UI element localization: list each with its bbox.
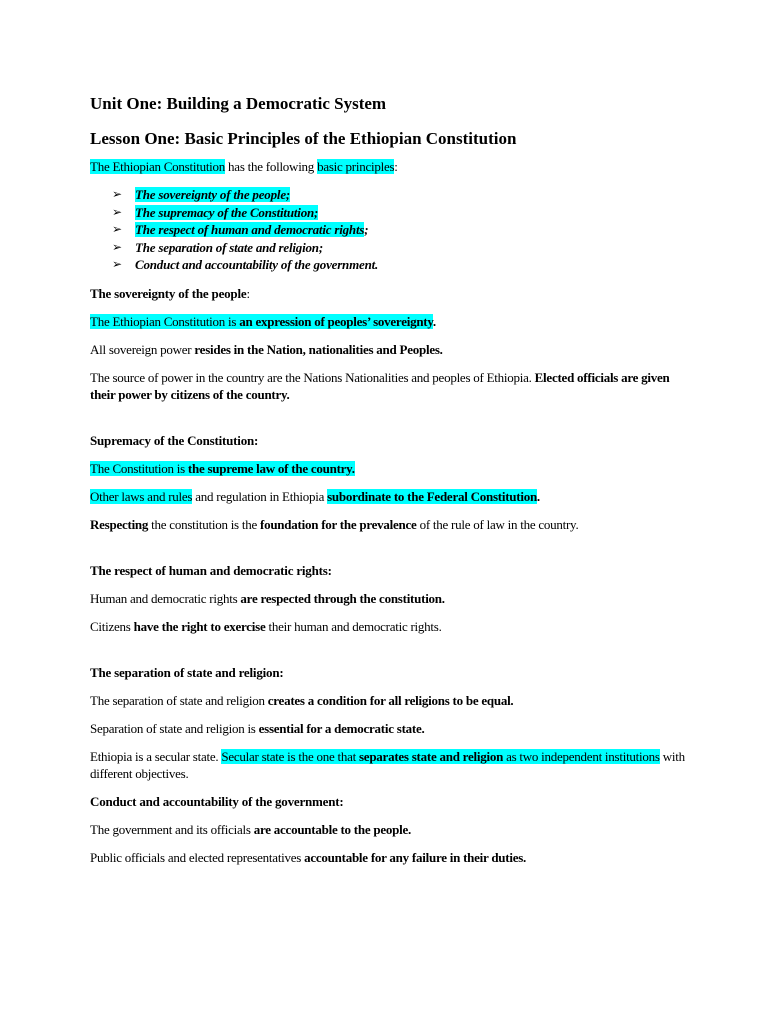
paragraph: Separation of state and religion is essential for a democratic state. (90, 720, 425, 736)
section-heading: Supremacy of the Constitution: (90, 432, 259, 448)
highlight: The Ethiopian Constitution (90, 159, 226, 174)
paragraph: All sovereign power resides in the Nation, nationalities and Peoples. (90, 341, 443, 357)
paragraph: The Constitution is the supreme law of the country. (90, 460, 355, 476)
arrow-bullet-icon: ➢ (112, 257, 122, 271)
highlight: basic principles (317, 159, 395, 174)
list-item: ➢ The respect of human and democratic rights; (112, 222, 369, 237)
paragraph: Public officials and elected representatives accountable for any failure in their duties. (90, 849, 527, 865)
section-heading: The sovereignty of the people: (90, 285, 250, 301)
lesson-title: Lesson One: Basic Principles of the Ethiopian Constitution (90, 129, 517, 148)
paragraph: The source of power in the country are the Nations Nationalities and peoples of Ethiopia. Elected officials are given their power by citizens of the country. (90, 369, 670, 402)
paragraph: Citizens have the right to exercise their human and democratic rights. (90, 618, 442, 634)
list-item: ➢ The supremacy of the Constitution; (112, 204, 319, 220)
list-item: ➢ The separation of state and religion; (112, 239, 323, 255)
paragraph: The Ethiopian Constitution is an expression of peoples’ sovereignty. (90, 313, 436, 329)
arrow-bullet-icon: ➢ (112, 187, 122, 201)
arrow-bullet-icon: ➢ (112, 239, 122, 254)
unit-title: Unit One: Building a Democratic System (90, 94, 387, 113)
list-item: ➢ Conduct and accountability of the government. (112, 257, 379, 272)
section-heading: Conduct and accountability of the government: (90, 793, 344, 809)
section-heading: The respect of human and democratic rights: (90, 562, 332, 578)
paragraph: Ethiopia is a secular state. Secular state is the one that separates state and religion as two independent institutions with different objectives. (90, 748, 685, 781)
paragraph: Other laws and rules and regulation in Ethiopia subordinate to the Federal Constitution. (90, 488, 540, 504)
document-page (90, 94, 690, 877)
section-heading: The separation of state and religion: (90, 664, 284, 680)
arrow-bullet-icon: ➢ (112, 204, 122, 219)
paragraph: The separation of state and religion creates a condition for all religions to be equal. (90, 692, 514, 708)
intro-paragraph: The Ethiopian Constitution has the following basic principles: (90, 159, 398, 174)
arrow-bullet-icon: ➢ (112, 222, 122, 236)
principles-list (90, 186, 690, 274)
paragraph: The government and its officials are accountable to the people. (90, 821, 411, 837)
paragraph: Human and democratic rights are respected through the constitution. (90, 590, 445, 606)
paragraph: Respecting the constitution is the foundation for the prevalence of the rule of law in the country. (90, 516, 579, 532)
list-item: ➢ The sovereignty of the people; (112, 187, 291, 202)
